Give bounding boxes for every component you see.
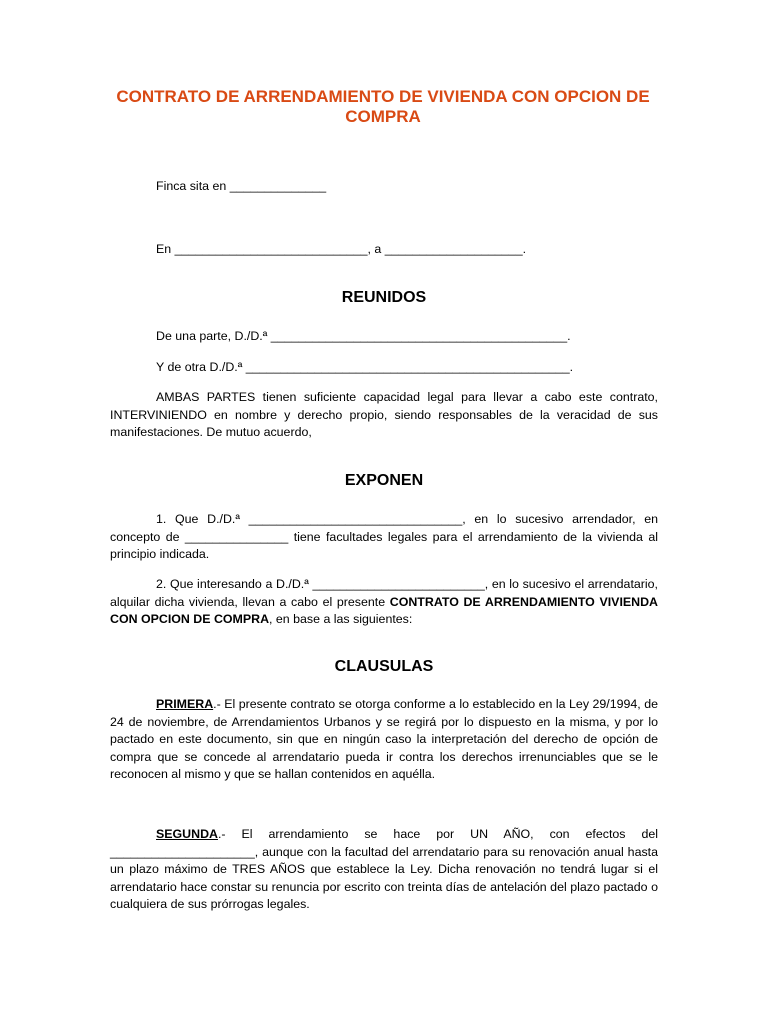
party-one-line: De una parte, D./D.ª ___________________________________________.	[156, 329, 571, 343]
exponen-item-2	[110, 576, 658, 629]
place-date-line: En ____________________________, a ____________________.	[156, 242, 527, 256]
exponen-item-1: 1. Que D./D.ª _______________________________, en lo sucesivo arrendador, en concepto de _______________ tiene facultades legales para el arrendamiento de la vivienda al principio indicada.	[110, 512, 658, 562]
contract-title: CONTRATO DE ARRENDAMIENTO DE VIVIENDA CON OPCION DE COMPRA	[116, 87, 650, 126]
exponen-item-2-bold: CONTRATO DE ARRENDAMIENTO VIVIENDA CON OPCION DE COMPRA	[110, 594, 658, 627]
exponen-item-2-start: 2. Que interesando a D./D.ª _________________________, en lo sucesivo el arrendatario, alquilar dicha vivienda, llevan a cabo el presente	[110, 577, 658, 609]
clausula-segunda	[110, 826, 658, 914]
ambas-partes-paragraph: AMBAS PARTES tienen suficiente capacidad legal para llevar a cabo este contrato, INTERVINIENDO en nombre y derecho propio, siendo responsables de la veracidad de sus manifestaciones. De mutuo acuerdo,	[110, 390, 658, 440]
clausula-segunda-text: .- El arrendamiento se hace por UN AÑO, con efectos del _____________________, aunque con la facultad del arrendatario para su renovación anual hasta un plazo máximo de TRES AÑOS que establece la Ley. Dicha renovación no tendrá lugar si el arrendatario hace constar su renuncia por escrito con treinta días de antelación del plazo pactado o cualquiera de sus prórrogas legales.	[110, 827, 658, 912]
party-two-line: Y de otra D./D.ª _______________________________________________.	[156, 360, 574, 374]
heading-reunidos: REUNIDOS	[341, 289, 427, 306]
finca-line: Finca sita en ______________	[156, 179, 327, 193]
clausula-primera-label: PRIMERA	[156, 697, 214, 711]
exponen-item-2-end: , en base a las siguientes:	[269, 612, 413, 627]
clausula-segunda-label: SEGUNDA	[156, 827, 218, 841]
clausula-primera-text: .- El presente contrato se otorga conforme a lo establecido en la Ley 29/1994, de 24 de noviembre, de Arrendamientos Urbanos y se regirá por lo dispuesto en la misma, y por lo pactado en este documento, sin que en ningún caso la interpretación del derecho de opción de compra que se concede al arrendatario pueda ir contra los derechos irrenunciables que se le reconocen al mismo y que se hallan contenidos en aquélla.	[110, 697, 658, 782]
heading-exponen: EXPONEN	[344, 472, 424, 489]
heading-clausulas: CLAUSULAS	[334, 658, 434, 675]
clausula-primera	[110, 696, 658, 784]
